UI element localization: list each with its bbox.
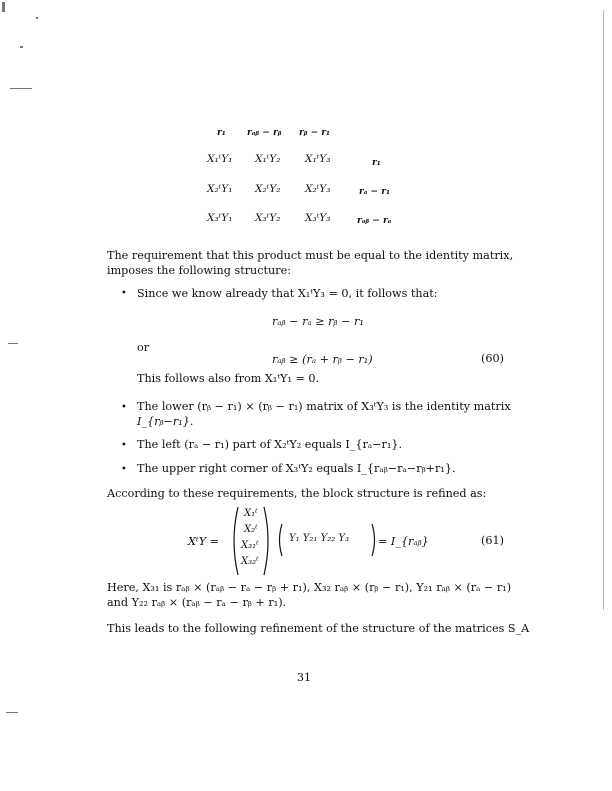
- paragraph-line: imposes the following structure:: [107, 264, 291, 277]
- paragraph-line: The requirement that this product must be equal to the identity matrix,: [107, 249, 514, 262]
- table-col-header: r₁: [217, 128, 226, 138]
- bullet-text: Since we know already that X₁ᵗY₃ = 0, it follows that:: [137, 287, 438, 300]
- paragraph-line: This follows also from X₁ᵗY₁ = 0.: [137, 372, 320, 385]
- column-vector-entry: X₁ᵗ: [244, 508, 258, 519]
- table-cell: X₃ᵗY₃: [305, 212, 331, 224]
- paragraph-line: and Y₂₂ rₐᵦ × (rₐᵦ − rₐ − rᵦ + r₁).: [107, 596, 287, 609]
- bullet-text: The upper right corner of X₃ᵗY₂ equals I_{rₐᵦ−rₐ−rᵦ+r₁}.: [137, 462, 456, 475]
- inequality: rₐᵦ − rₐ ≥ rᵦ − r₁: [272, 315, 364, 328]
- paragraph-line: This leads to the following refinement of the structure of the matrices S_A: [107, 622, 530, 635]
- table-cell: X₃ᵗY₁: [207, 212, 233, 224]
- table-cell: X₂ᵗY₃: [305, 183, 331, 195]
- row-vector: Y₁ Y₂₁ Y₂₂ Y₃: [289, 533, 349, 544]
- scan-artifact: [6, 712, 18, 713]
- inequality: rₐᵦ ≥ (rₐ + rᵦ − r₁): [272, 353, 373, 366]
- table-cell: X₂ᵗY₂: [255, 183, 281, 195]
- table-cell: X₃ᵗY₂: [255, 212, 281, 224]
- connector-word: or: [137, 341, 150, 354]
- equation-lhs: XᵗY =: [188, 535, 220, 548]
- table-cell: X₁ᵗY₃: [305, 153, 331, 165]
- bullet-text: The lower (rᵦ − r₁) × (rᵦ − r₁) matrix of X₃ᵗY₃ is the identity matrix: [137, 400, 511, 413]
- equation-number: (60): [481, 352, 504, 365]
- scan-artifact: [2, 2, 5, 12]
- scan-artifact: [603, 10, 604, 610]
- table-cell: X₂ᵗY₁: [207, 183, 233, 195]
- scan-artifact: [36, 17, 38, 19]
- paragraph-line: Here, X₃₁ is rₐᵦ × (rₐᵦ − rₐ − rᵦ + r₁), X₃₂ rₐᵦ × (rᵦ − r₁), Y₂₁ rₐᵦ × (rₐ − r₁): [107, 581, 512, 594]
- column-vector-entry: X₂ᵗ: [244, 524, 258, 535]
- table-cell: X₁ᵗY₁: [207, 153, 233, 165]
- column-vector-entry: X₃₂ᵗ: [241, 556, 259, 567]
- scan-artifact: [8, 343, 18, 344]
- paragraph-line: According to these requirements, the block structure is refined as:: [107, 487, 487, 500]
- page-number: 31: [297, 671, 311, 684]
- table-row-label: r₁: [372, 158, 381, 168]
- column-vector-entry: X₃₁ᵗ: [241, 540, 259, 551]
- bullet-icon: •: [121, 288, 127, 299]
- table-col-header: rᵦ − r₁: [299, 128, 330, 138]
- bullet-text: I_{rᵦ−r₁}.: [137, 415, 194, 428]
- bullet-icon: •: [121, 440, 127, 451]
- bullet-text: The left (rₐ − r₁) part of X₂ᵗY₂ equals I_{rₐ−r₁}.: [137, 438, 403, 451]
- scan-artifact: [20, 46, 23, 48]
- bullet-icon: •: [121, 464, 127, 475]
- equation-number: (61): [481, 534, 504, 547]
- table-row-label: rₐᵦ − rₐ: [357, 216, 392, 226]
- table-cell: X₁ᵗY₂: [255, 153, 281, 165]
- equation-rhs: = I_{rₐᵦ}: [378, 535, 429, 548]
- table-col-header: rₐᵦ − rᵦ: [247, 128, 282, 138]
- table-row-label: rₐ − r₁: [359, 187, 390, 197]
- bullet-icon: •: [121, 402, 127, 413]
- scan-artifact: [10, 88, 32, 89]
